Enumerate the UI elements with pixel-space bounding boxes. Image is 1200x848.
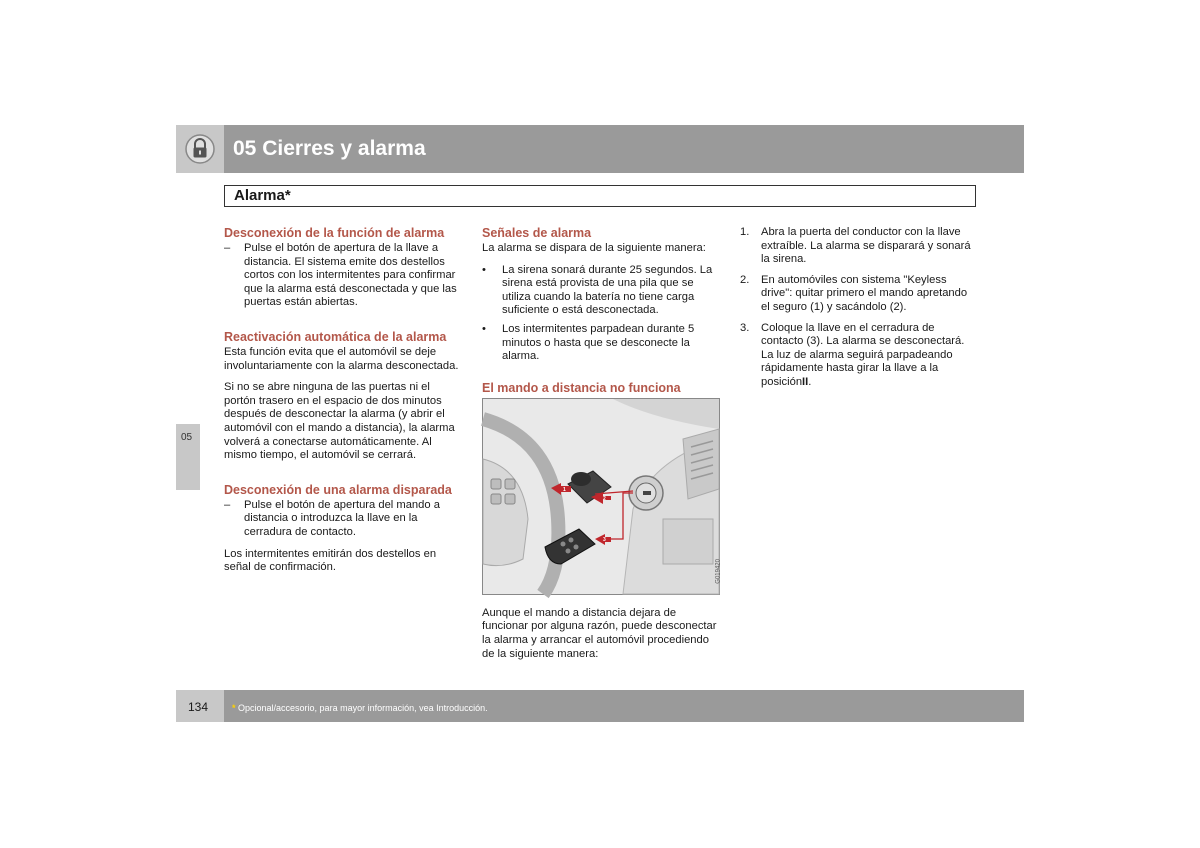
column-right [740,226,978,397]
dash-item: – Pulse el botón de apertura de la llave a distancia. El sistema emite dos destellos cortos con los intermitentes para confirmar que la alarma está desconectada y que las puertas están abiertas. [224,242,457,309]
heading-alarm-signals: Señales de alarma [482,226,592,240]
numbered-step: 1. Abra la puerta del conductor con la llave extraíble. La alarma se disparará y sonará la sirena. [740,226,971,266]
page-number: 134 [188,700,209,714]
numbered-step: 3. Coloque la llave en el cerradura de contacto (3). La alarma se desconectará. La luz de alarma seguirá parpadeando rápidamente hasta girar la llave a la posiciónII. [740,321,965,388]
page-number-box [176,690,224,722]
bullet-item: • Los intermitentes parpadean durante 5 minutos o hasta que se desconecte la alarma. [482,322,695,363]
bullet-item: • La sirena sonará durante 25 segundos. La sirena está provista de una pila que se utiliza cuando la batería no tiene carga suficiente o está desconectada. [482,263,713,317]
paragraph: Los intermitentes emitirán dos destellos en señal de confirmación. [224,547,437,574]
heading-auto-reactivation: Reactivación automática de la alarma [224,329,447,344]
svg-text:3: 3 [603,536,606,543]
ignition-key-image [483,399,719,594]
column-middle [482,226,720,669]
column-left [224,226,461,583]
svg-text:2: 2 [603,495,606,502]
ignition-illustration [482,398,720,595]
illustration-code: G019420 [716,558,722,584]
paragraph: La alarma se dispara de la siguiente manera: [482,242,706,254]
chapter-side-tab [176,424,200,490]
numbered-step: 2. En automóviles con sistema "Keyless drive": quitar primero el mando apretando el seguro (1) y sacándolo (2). [740,273,968,313]
side-tab-label: 05 [181,432,193,443]
heading-triggered-alarm: Desconexión de una alarma disparada [224,482,452,497]
heading-remote-not-working: El mando a distancia no funciona [482,380,681,395]
footnote: * Opcional/accesorio, para mayor información, vea Introducción. [232,703,488,713]
paragraph: Si no se abre ninguna de las puertas ni el portón trasero en el espacio de dos minutos después de desconectar la alarma (y abrir el automóvil con el mando a distancia), la alarma volverá a conectarse automáticamente. Al mismo tiempo, el automóvil se cerrará. [224,381,455,462]
padlock-icon [184,133,216,165]
chapter-title: 05 Cierres y alarma [233,137,426,160]
svg-text:1: 1 [563,486,566,493]
section-title: Alarma* [234,187,291,204]
heading-disable-alarm: Desconexión de la función de alarma [224,226,445,240]
paragraph: Esta función evita que el automóvil se deje involuntariamente con la alarma desconectada. [224,345,459,372]
paragraph: Aunque el mando a distancia dejara de funcionar por alguna razón, puede desconectar la alarma y arrancar el automóvil procediendo de la siguiente manera: [482,606,717,660]
dash-item: – Pulse el botón de apertura del mando a distancia o introduzca la llave en la cerradura de contacto. [224,498,440,538]
chapter-icon-box [176,125,224,173]
footnote-star: * [232,703,236,713]
section-title-box [224,185,976,207]
